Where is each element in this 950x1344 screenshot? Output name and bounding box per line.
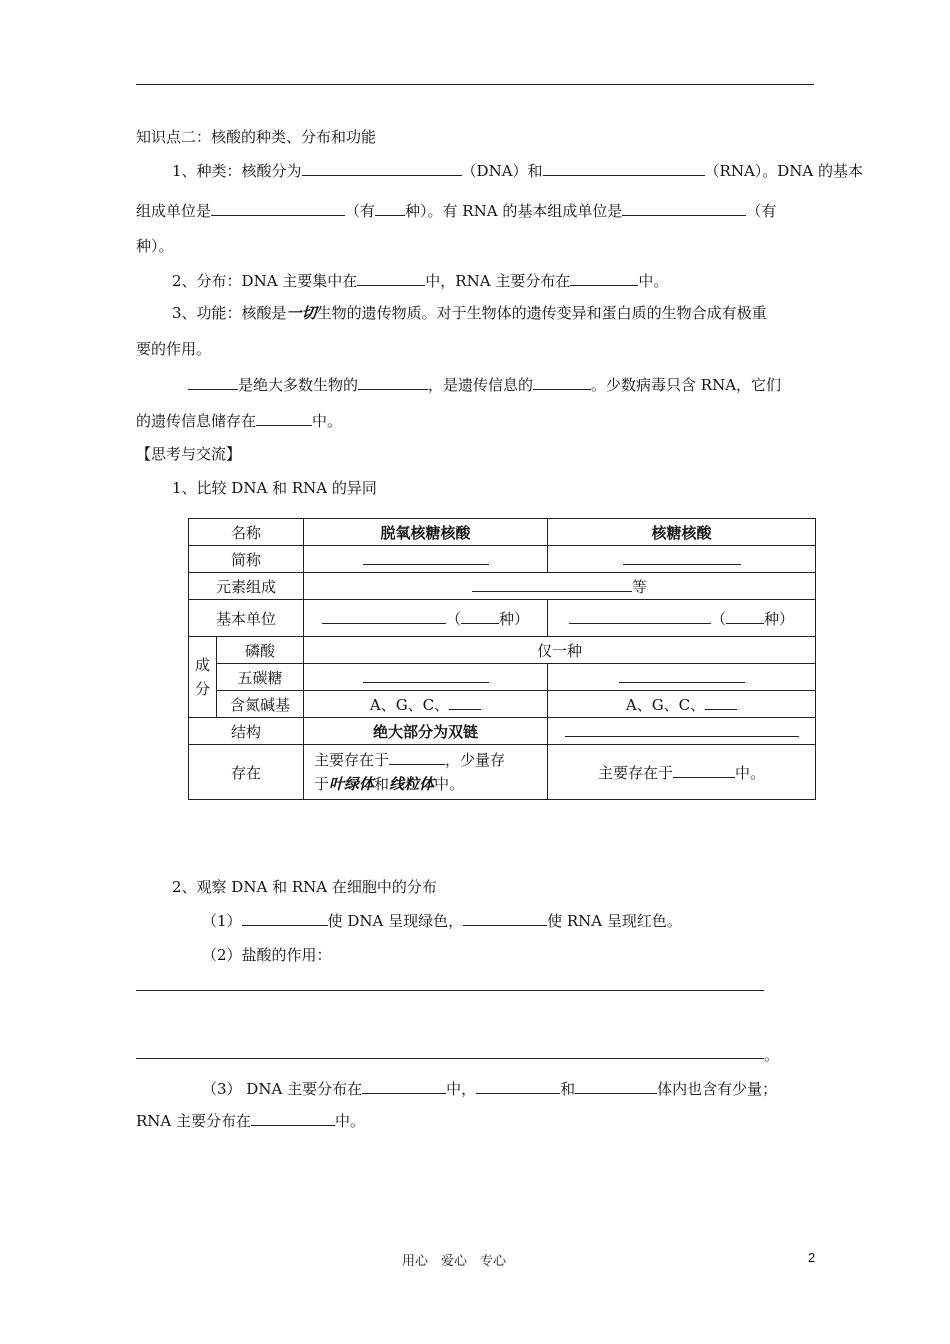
header-rule — [136, 84, 814, 85]
row-label-exist: 存在 — [189, 745, 304, 800]
question-2-item-2: （2）盐酸的作用： — [202, 946, 332, 964]
blank[interactable] — [242, 911, 328, 926]
blank[interactable] — [362, 1079, 446, 1094]
paragraph-types-line3: 种）。 — [136, 237, 174, 255]
blank[interactable] — [256, 411, 312, 426]
question-2-title: 2、观察 DNA 和 RNA 在细胞中的分布 — [172, 878, 437, 896]
cell-blank[interactable] — [548, 546, 816, 573]
table-row — [189, 637, 816, 664]
cell-base-dna[interactable]: A、G、C、 — [304, 691, 548, 718]
blank[interactable] — [375, 201, 405, 216]
row-label-sugar: 五碳糖 — [217, 664, 304, 691]
question-2-item-1: （1） 使 DNA 呈现绿色， 使 RNA 呈现红色。 — [202, 912, 682, 930]
cell-blank[interactable] — [304, 664, 548, 691]
row-label-structure: 结构 — [189, 718, 304, 745]
row-label-abbr: 简称 — [189, 546, 304, 573]
answer-line-2[interactable] — [136, 1058, 764, 1059]
answer-line-1[interactable] — [136, 990, 764, 991]
table-row — [189, 519, 816, 546]
blank[interactable] — [302, 161, 462, 176]
paragraph-types-line2: 组成单位是 （有 种）。有 RNA 的基本组成单位是 （有 — [136, 202, 777, 220]
cell-structure-dna: 绝大部分为双链 — [304, 718, 548, 745]
blank[interactable] — [570, 271, 638, 286]
group-label-components: 成分 — [189, 637, 217, 718]
blank[interactable] — [211, 201, 345, 216]
row-label-unit: 基本单位 — [189, 600, 304, 637]
header-rna: 核糖核酸 — [548, 519, 816, 546]
section-title: 知识点二：核酸的种类、分布和功能 — [136, 128, 377, 146]
blank[interactable] — [463, 911, 547, 926]
table-row — [189, 691, 816, 718]
cell-elements[interactable]: 等 — [304, 573, 816, 600]
paragraph-function-line2: 要的作用。 — [136, 340, 212, 358]
cell-base-rna[interactable]: A、G、C、 — [548, 691, 816, 718]
question-1: 1、比较 DNA 和 RNA 的异同 — [172, 479, 377, 497]
row-label-elements: 元素组成 — [189, 573, 304, 600]
blank[interactable] — [575, 1079, 657, 1094]
paragraph-types-line1: 1、种类：核酸分为 （DNA）和 （RNA）。DNA 的基本 — [172, 162, 864, 180]
footer-motto: 用心 爱心 专心 — [402, 1254, 507, 1269]
cell-phosphate: 仅一种 — [304, 637, 816, 664]
cell-exist-dna[interactable]: 主要存在于 ，少量存 于叶绿体和线粒体中。 — [304, 745, 548, 800]
blank[interactable] — [357, 271, 425, 286]
cell-blank[interactable] — [548, 718, 816, 745]
comparison-table — [188, 518, 816, 800]
table-row — [189, 664, 816, 691]
header-name: 名称 — [189, 519, 304, 546]
question-2-item-3-line2: RNA 主要分布在 中。 — [136, 1112, 366, 1130]
header-dna: 脱氧核糖核酸 — [304, 519, 548, 546]
blank[interactable] — [476, 1079, 560, 1094]
paragraph-genetic-line1: 是绝大多数生物的 ，是遗传信息的 。少数病毒只含 RNA，它们 — [188, 374, 781, 395]
cell-unit-dna[interactable]: （ 种） — [304, 600, 548, 637]
paragraph-genetic-line2: 的遗传信息储存在 中。 — [136, 412, 343, 430]
row-label-base: 含氮碱基 — [217, 691, 304, 718]
table-row — [189, 573, 816, 600]
think-heading: 【思考与交流】 — [136, 445, 242, 463]
paragraph-distribution: 2、分布：DNA 主要集中在 中，RNA 主要分布在 中。 — [172, 272, 669, 290]
row-label-phosphate: 磷酸 — [217, 637, 304, 664]
blank[interactable] — [543, 161, 705, 176]
table-row — [189, 745, 816, 800]
table-row — [189, 600, 816, 637]
cell-blank[interactable] — [304, 546, 548, 573]
answer-line-end: 。 — [764, 1046, 780, 1064]
blank[interactable] — [533, 375, 591, 390]
table-row — [189, 546, 816, 573]
blank[interactable] — [622, 201, 746, 216]
page-number: 2 — [808, 1250, 816, 1265]
blank[interactable] — [358, 375, 428, 390]
blank[interactable] — [188, 375, 238, 390]
question-2-item-3-line1: （3） DNA 主要分布在 中， 和 体内也含有少量； — [202, 1080, 778, 1098]
cell-exist-rna[interactable]: 主要存在于 中。 — [548, 745, 816, 800]
cell-blank[interactable] — [548, 664, 816, 691]
paragraph-function-line1: 3、功能：核酸是一切生物的遗传物质。对于生物体的遗传变异和蛋白质的生物合成有极重 — [172, 304, 767, 322]
cell-unit-rna[interactable]: （ 种） — [548, 600, 816, 637]
blank[interactable] — [251, 1111, 335, 1126]
table-row — [189, 718, 816, 745]
